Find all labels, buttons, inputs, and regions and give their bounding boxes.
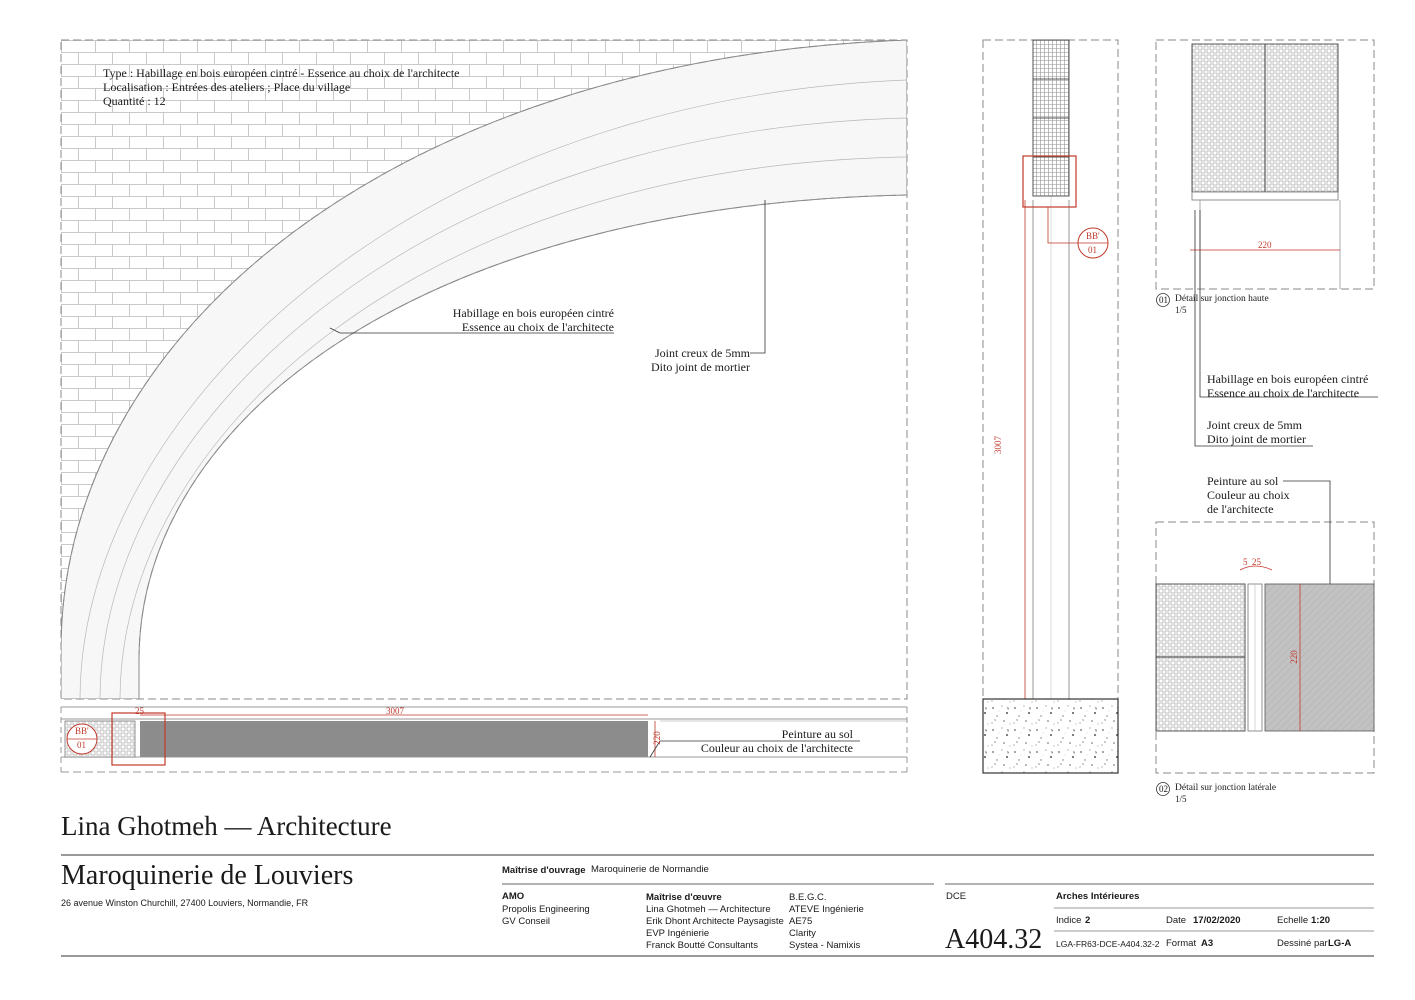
detail2-title: Détail sur jonction latérale bbox=[1175, 783, 1277, 793]
annotation-peinture-2: Couleur au choix de l'architecte bbox=[700, 741, 853, 755]
echelle-value: 1:20 bbox=[1311, 915, 1331, 926]
phase: DCE bbox=[946, 891, 967, 902]
indice-label: Indice bbox=[1056, 915, 1082, 926]
maitrise-ouvrage-label: Maîtrise d'ouvrage bbox=[502, 865, 586, 876]
dim-plan-length: 3007 bbox=[386, 706, 404, 716]
moe-4: Franck Boutté Consultants bbox=[646, 940, 758, 951]
detail2-scale: 1/5 bbox=[1175, 794, 1187, 804]
sheet-number: A404.32 bbox=[945, 924, 1043, 955]
project-name: Maroquinerie de Louviers bbox=[61, 860, 354, 891]
project-address: 26 avenue Winston Churchill, 27400 Louviers, Normandie, FR bbox=[61, 898, 309, 908]
section-ref-code: BB' bbox=[1086, 231, 1100, 241]
date-label: Date bbox=[1166, 915, 1187, 926]
plan-ref-sheet: 01 bbox=[77, 740, 86, 750]
date-value: 17/02/2020 bbox=[1193, 915, 1241, 926]
annotation-habillage-1: Habillage en bois européen cintré bbox=[452, 306, 614, 320]
moe-1: Lina Ghotmeh — Architecture bbox=[646, 904, 771, 915]
right-annotation-habillage-2: Essence au choix de l'architecte bbox=[1207, 386, 1360, 400]
detail-02-view bbox=[1156, 481, 1374, 796]
moe-2: Erik Dhont Architecte Paysagiste bbox=[646, 916, 784, 927]
file-code: LGA-FR63-DCE-A404.32-2 bbox=[1056, 939, 1160, 949]
amo-2: GV Conseil bbox=[502, 916, 551, 927]
amo-1: Propolis Engineering bbox=[502, 904, 590, 915]
elevation-view bbox=[61, 40, 907, 699]
amo-label: AMO bbox=[502, 891, 525, 902]
section-ref-sheet: 01 bbox=[1088, 245, 1097, 255]
annotation-joint-2: Dito joint de mortier bbox=[651, 360, 750, 374]
begc-4: Clarity bbox=[789, 928, 816, 939]
dim-detail2-height: 220 bbox=[1288, 650, 1299, 664]
type-line: Type : Habillage en bois européen cintré - Essence au choix de l'architecte bbox=[103, 66, 460, 80]
detail2-number: 02 bbox=[1159, 784, 1168, 794]
dessine-label: Dessiné par bbox=[1277, 938, 1328, 949]
detail1-title: Détail sur jonction haute bbox=[1175, 294, 1269, 304]
quantite-line: Quantité : 12 bbox=[103, 94, 166, 108]
indice-value: 2 bbox=[1085, 915, 1091, 926]
dim-detail2-gap-b: 25 bbox=[1252, 557, 1261, 567]
plan-view bbox=[61, 707, 907, 772]
floor-paint-strip bbox=[140, 721, 648, 757]
right-annotation-peinture-1: Peinture au sol bbox=[1207, 474, 1279, 488]
localisation-line: Localisation : Entrées des ateliers ; Place du village bbox=[103, 80, 351, 94]
dim-detail1-width: 220 bbox=[1258, 240, 1272, 250]
format-label: Format bbox=[1166, 938, 1197, 949]
dim-plan-joint: 25 bbox=[135, 706, 144, 716]
moe-3: EVP Ingénierie bbox=[646, 928, 710, 939]
right-annotation-habillage-1: Habillage en bois européen cintré bbox=[1207, 372, 1369, 386]
concrete-floor bbox=[983, 699, 1118, 773]
begc-2: ATEVE Ingénierie bbox=[789, 904, 864, 915]
begc-5: Systea - Namixis bbox=[789, 940, 861, 951]
annotation-peinture-1: Peinture au sol bbox=[781, 727, 853, 741]
echelle-label: Echelle bbox=[1277, 915, 1309, 926]
moe-label: Maîtrise d'œuvre bbox=[646, 892, 722, 903]
right-annotation-peinture-2: Couleur au choix bbox=[1207, 488, 1290, 502]
section-view bbox=[983, 40, 1118, 773]
maitrise-ouvrage-value: Maroquinerie de Normandie bbox=[591, 864, 709, 875]
dim-section-height: 3007 bbox=[993, 436, 1003, 454]
begc-1: B.E.G.C. bbox=[789, 892, 827, 903]
annotation-joint-1: Joint creux de 5mm bbox=[655, 346, 750, 360]
format-value: A3 bbox=[1201, 938, 1214, 949]
right-annotation-joint-1: Joint creux de 5mm bbox=[1207, 418, 1302, 432]
right-annotation-joint-2: Dito joint de mortier bbox=[1207, 432, 1306, 446]
dim-detail2-gap-a: 5 bbox=[1243, 557, 1248, 567]
dim-plan-width: 220 bbox=[651, 731, 662, 745]
begc-3: AE75 bbox=[789, 916, 813, 927]
detail1-scale: 1/5 bbox=[1175, 305, 1187, 315]
right-annotation-peinture-3: de l'architecte bbox=[1207, 502, 1274, 516]
annotation-habillage-2: Essence au choix de l'architecte bbox=[461, 320, 614, 334]
detail1-number: 01 bbox=[1159, 295, 1168, 305]
plan-ref-code: BB' bbox=[75, 726, 89, 736]
dessine-value: LG-A bbox=[1328, 938, 1352, 949]
firm-name: Lina Ghotmeh — Architecture bbox=[61, 811, 392, 841]
sheet-title: Arches Intérieures bbox=[1056, 891, 1140, 902]
